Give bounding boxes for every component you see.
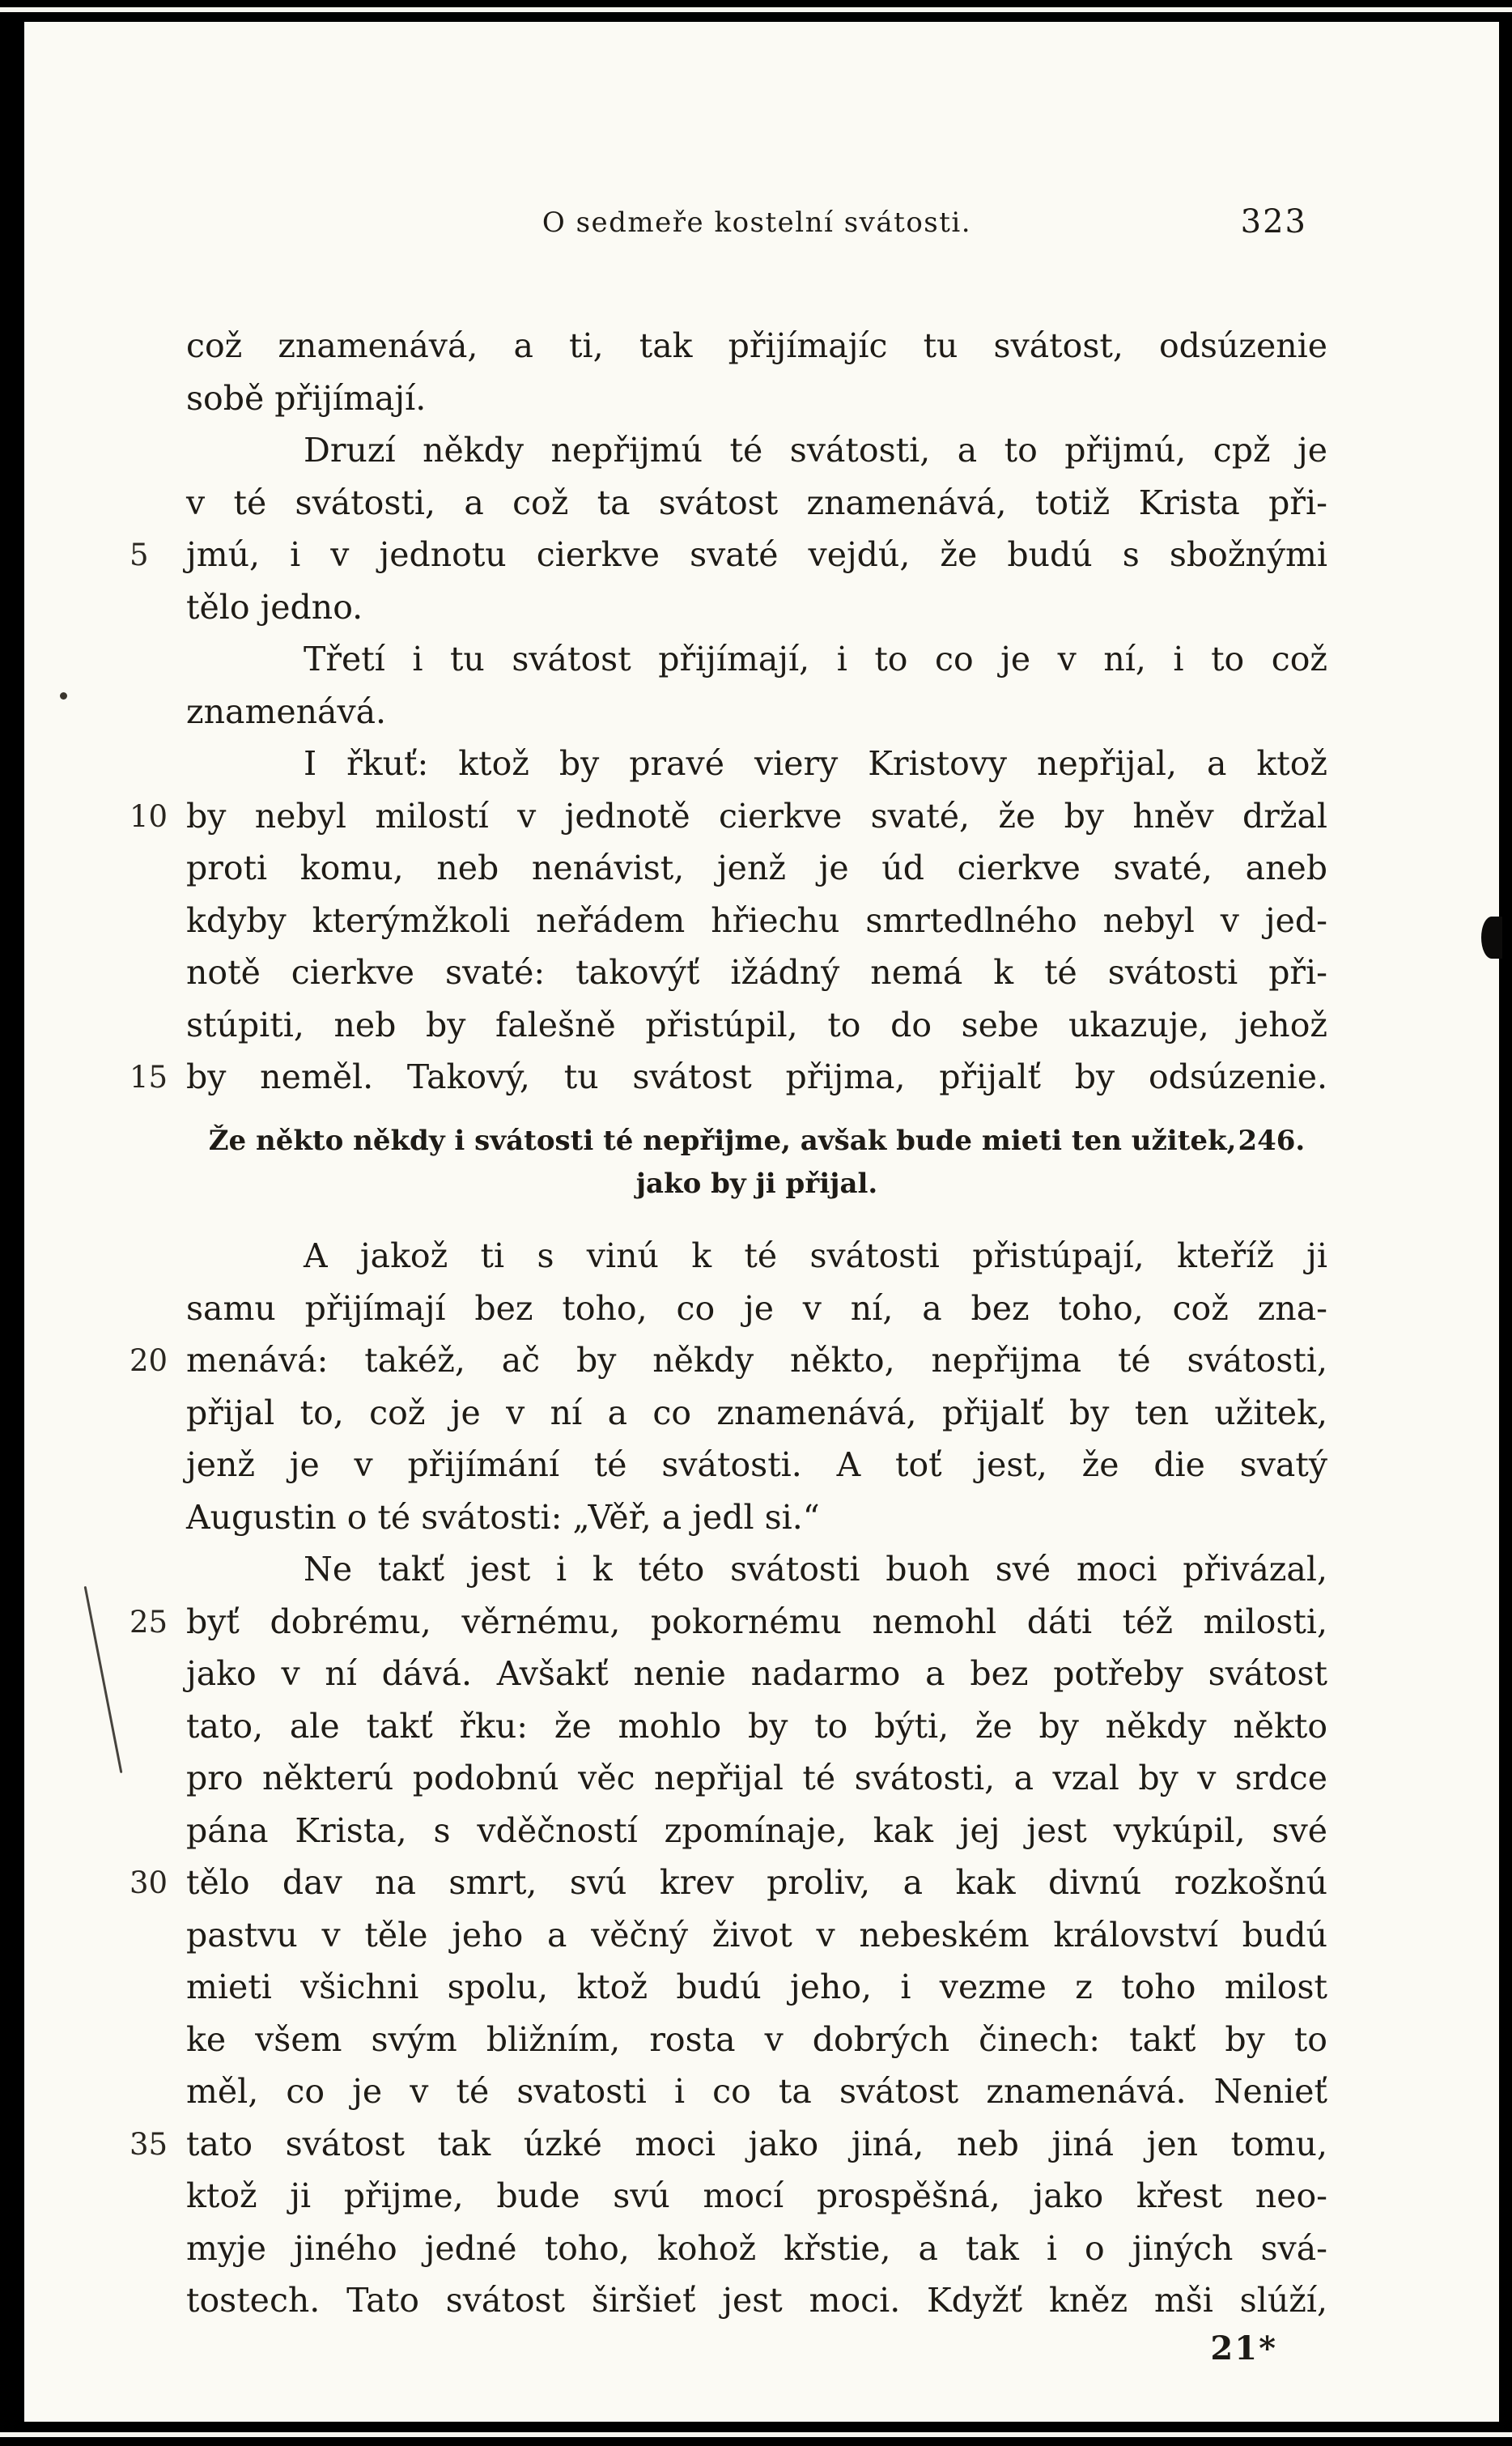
text-line bbox=[130, 1334, 1327, 1387]
line-text: jmú, i v jednotu cierkve svaté vejdú, že budú s sbožnými bbox=[186, 535, 1327, 574]
section-heading bbox=[186, 1120, 1327, 1206]
line-text: menává: takéž, ač by někdy někto, nepřijma té svátosti, bbox=[186, 1341, 1327, 1380]
text-line bbox=[130, 1857, 1327, 1909]
text-line bbox=[130, 1051, 1327, 1104]
line-text: Druzí někdy nepřijmú té svátosti, a to přijmú, cpž je bbox=[304, 431, 1327, 470]
text-line bbox=[186, 477, 1327, 530]
text-line bbox=[186, 2014, 1327, 2066]
line-text: notě cierkve svaté: takovýť ižádný nemá k té svátosti při- bbox=[186, 953, 1327, 992]
line-text: by neměl. Takový, tu svátost přijma, přijalť by odsúzenie. bbox=[186, 1057, 1327, 1096]
text-line bbox=[186, 1909, 1327, 1962]
section-heading-line-1 bbox=[186, 1120, 1327, 1163]
body-text-block-1 bbox=[130, 320, 1327, 1104]
line-text: kdyby kterýmžkoli neřádem hřiechu smrtedlného nebyl v jed- bbox=[186, 900, 1327, 940]
line-text: tělo dav na smrt, svú krev proliv, a kak divnú rozkošnú bbox=[186, 1863, 1327, 1902]
section-heading-text: Že někto někdy i svátosti té nepřijme, avšak bude mieti ten užitek, bbox=[208, 1125, 1237, 1157]
line-text: Třetí i tu svátost přijímají, i to co je v ní, i to což bbox=[304, 640, 1327, 678]
line-text: jako v ní dává. Avšakť nenie nadarmo a bez potřeby svátost bbox=[186, 1654, 1327, 1693]
line-text: byť dobrému, věrnému, pokornému nemohl dáti též milosti, bbox=[186, 1602, 1327, 1641]
line-text: sobě přijímají. bbox=[186, 378, 427, 418]
text-line bbox=[186, 895, 1327, 947]
line-text: jenž je v přijímání té svátosti. A toť jest, že die svatý bbox=[186, 1445, 1327, 1484]
text-line bbox=[186, 581, 1327, 634]
line-number: 15 bbox=[130, 1060, 168, 1095]
text-line bbox=[130, 790, 1327, 843]
text-line bbox=[130, 529, 1327, 581]
line-text: myje jiného jedné toho, kohož křstie, a tak i o jiných svá- bbox=[186, 2228, 1327, 2268]
text-line bbox=[186, 2274, 1327, 2327]
line-number: 25 bbox=[130, 1604, 168, 1640]
line-number: 35 bbox=[130, 2126, 168, 2162]
line-text: ktož ji přijme, bude svú mocí prospěšná, jako křest neo- bbox=[186, 2176, 1327, 2215]
text-line bbox=[186, 1805, 1327, 1857]
line-text: stúpiti, neb by falešně přistúpil, to do sebe ukazuje, jehož bbox=[186, 1005, 1327, 1044]
text-line bbox=[186, 2065, 1327, 2118]
line-text: což znamenává, a ti, tak přijímajíc tu svátost, odsúzenie bbox=[186, 326, 1327, 365]
text-line bbox=[186, 2223, 1327, 2275]
line-number: 5 bbox=[130, 538, 149, 572]
text-line bbox=[186, 1961, 1327, 2014]
text-line bbox=[186, 1543, 1327, 1596]
text-line bbox=[186, 1648, 1327, 1700]
line-text: tělo jedno. bbox=[186, 587, 363, 627]
scan-artifact-dot bbox=[60, 692, 67, 700]
line-text: tostech. Tato svátost širšieť jest moci. Kdyžť kněz mši slúží, bbox=[186, 2281, 1327, 2320]
line-number: 20 bbox=[130, 1343, 168, 1378]
text-line bbox=[186, 424, 1327, 477]
line-text: tato, ale takť řku: že mohlo by to býti, že by někdy někto bbox=[186, 1706, 1327, 1746]
line-text: v té svátosti, a což ta svátost znamenává, totiž Krista při- bbox=[186, 483, 1327, 522]
text-line bbox=[186, 1439, 1327, 1491]
text-line bbox=[186, 842, 1327, 895]
text-line bbox=[186, 946, 1327, 999]
text-line bbox=[186, 320, 1327, 372]
line-text: Augustin o té svátosti: „Věř, a jedl si.“ bbox=[186, 1497, 820, 1537]
line-text: A jakož ti s vinú k té svátosti přistúpají, kteříž ji bbox=[304, 1236, 1327, 1275]
line-text: znamenává. bbox=[186, 691, 387, 731]
line-text: by nebyl milostí v jednotě cierkve svaté, že by hněv držal bbox=[186, 796, 1327, 836]
line-number: 10 bbox=[130, 798, 168, 834]
text-line bbox=[186, 1387, 1327, 1440]
page bbox=[24, 22, 1499, 2422]
margin-reference-number: 246. bbox=[1238, 1125, 1306, 1157]
line-text: přijal to, což je v ní a co znamenává, přijalť by ten užitek, bbox=[186, 1393, 1327, 1432]
line-number: 30 bbox=[130, 1865, 168, 1900]
line-text: měl, co je v té svatosti i co ta svátost znamenává. Nenieť bbox=[186, 2072, 1327, 2111]
line-text: pro některú podobnú věc nepřijal té svátosti, a vzal by v srdce bbox=[186, 1759, 1327, 1797]
text-line bbox=[186, 1283, 1327, 1335]
page-header bbox=[186, 203, 1327, 245]
line-text: pána Krista, s vděčností zpomínaje, kak jej jest vykúpil, své bbox=[186, 1810, 1327, 1850]
line-text: pastvu v těle jeho a věčný život v nebeském království budú bbox=[186, 1915, 1327, 1955]
scan-artifact-hairline bbox=[84, 1586, 123, 1773]
text-line bbox=[186, 1700, 1327, 1753]
line-text: mieti všichni spolu, ktož budú jeho, i vezme z toho milost bbox=[186, 1967, 1327, 2006]
line-text: proti komu, neb nenávist, jenž je úd cierkve svaté, aneb bbox=[186, 849, 1327, 887]
text-line bbox=[186, 372, 1327, 425]
text-line bbox=[186, 1752, 1327, 1805]
printers-signature: 21* bbox=[1210, 2329, 1277, 2367]
line-text: Ne takť jest i k této svátosti buoh své moci přivázal, bbox=[304, 1550, 1327, 1589]
text-line bbox=[186, 999, 1327, 1052]
section-heading-line-2: jako by ji přijal. bbox=[635, 1168, 878, 1200]
line-text: tato svátost tak úzké moci jako jiná, neb jiná jen tomu, bbox=[186, 2124, 1327, 2163]
line-text: samu přijímají bez toho, co je v ní, a bez toho, což zna- bbox=[186, 1288, 1327, 1328]
text-line bbox=[186, 633, 1327, 686]
line-text: ke všem svým bližním, rosta v dobrých činech: takť by to bbox=[186, 2019, 1327, 2059]
line-text: I řkuť: ktož by pravé viery Kristovy nepřijal, a ktož bbox=[304, 744, 1327, 783]
text-line bbox=[186, 2170, 1327, 2223]
text-line bbox=[186, 686, 1327, 738]
page-number: 323 bbox=[1240, 203, 1307, 240]
scan-border-gap-top bbox=[0, 7, 1512, 12]
body-text-block-2 bbox=[130, 1230, 1327, 2327]
text-line bbox=[130, 2118, 1327, 2171]
text-line bbox=[186, 738, 1327, 790]
text-line bbox=[130, 1596, 1327, 1648]
scan-border-gap-bottom bbox=[0, 2432, 1512, 2437]
scan-artifact-blob bbox=[1481, 917, 1502, 959]
text-line bbox=[186, 1491, 1327, 1544]
text-line bbox=[186, 1230, 1327, 1283]
running-title: O sedmeře kostelní svátosti. bbox=[542, 206, 972, 239]
